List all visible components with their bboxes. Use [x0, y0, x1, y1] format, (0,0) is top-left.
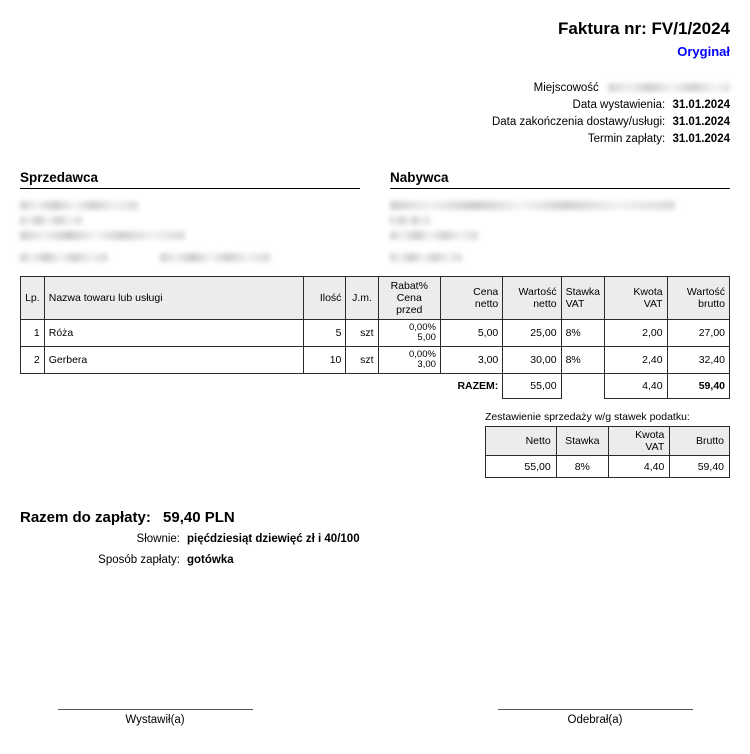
- issue-date-value: 31.01.2024: [672, 99, 730, 111]
- items-total-row: [21, 374, 730, 399]
- payment-method-label: Sposób zapłaty:: [98, 554, 180, 566]
- seller-details-redacted: [20, 200, 360, 258]
- delivery-date-value: 31.01.2024: [672, 116, 730, 128]
- col-header-unit: J.m.: [346, 277, 378, 320]
- amount-due-value: 59,40 PLN: [163, 509, 235, 526]
- col-header-net-line2: netto: [533, 298, 557, 310]
- table-row: [21, 347, 730, 374]
- table-row: [21, 320, 730, 347]
- buyer-line: [390, 215, 730, 226]
- signature-issuer: [20, 709, 290, 726]
- due-date-label: Termin zapłaty:: [587, 133, 666, 145]
- col-header-gross-line2: brutto: [698, 298, 725, 310]
- seller-line: [20, 252, 360, 263]
- document-copy-type: Oryginał: [677, 44, 730, 59]
- cell-name: Róża: [44, 320, 303, 347]
- amount-in-words-value: pięćdziesiąt dziewięć zł i 40/100: [187, 533, 360, 545]
- amount-in-words-label: Słownie:: [136, 533, 180, 545]
- col-header-vat-line1: Kwota: [633, 286, 663, 298]
- total-value-gross: 59,40: [667, 374, 729, 399]
- cell-discount: [378, 347, 440, 374]
- title-block: [0, 0, 750, 62]
- col-header-vat-line2: VAT: [643, 298, 663, 310]
- vat-table-header-row: [486, 427, 730, 456]
- cell-lp: 1: [21, 320, 45, 347]
- col-header-value-gross: [667, 277, 729, 320]
- vat-cell-netto: 55,00: [486, 456, 557, 478]
- signature-receiver: [460, 709, 730, 726]
- buyer-block: [390, 170, 730, 258]
- col-header-qty: Ilość: [304, 277, 346, 320]
- meta-row-delivery-date: [0, 114, 730, 131]
- col-header-price-line2: netto: [474, 298, 499, 310]
- cell-price-net: 5,00: [440, 320, 502, 347]
- amount-in-words-row: [20, 530, 730, 549]
- col-header-lp: Lp.: [21, 277, 45, 320]
- col-header-discount-line1: Rabat%: [390, 280, 428, 292]
- col-header-name: Nazwa towaru lub usługi: [44, 277, 303, 320]
- cell-name: Gerbera: [44, 347, 303, 374]
- due-date-value: 31.01.2024: [672, 133, 730, 145]
- buyer-line: [390, 200, 730, 211]
- col-header-rate-line1: Stawka: [565, 286, 601, 298]
- parties-section: [0, 170, 750, 258]
- seller-block: [20, 170, 360, 258]
- vat-cell-brutto: 59,40: [670, 456, 730, 478]
- buyer-line: [390, 252, 730, 263]
- amount-due-label: Razem do zapłaty:: [20, 509, 151, 526]
- buyer-heading: Nabywca: [390, 170, 730, 189]
- invoice-meta: [0, 80, 750, 148]
- meta-row-issue-date: [0, 97, 730, 114]
- col-header-value-net: [503, 277, 561, 320]
- items-table: [20, 276, 730, 399]
- delivery-date-label: Data zakończenia dostawy/usługi:: [491, 116, 666, 128]
- cell-qty: 10: [304, 347, 346, 374]
- total-vat-amount: 4,40: [605, 374, 667, 399]
- col-header-vat-rate: [561, 277, 605, 320]
- cell-price-before: 3,00: [417, 359, 436, 370]
- col-header-gross-line1: Wartość: [686, 286, 725, 298]
- col-header-net-line1: Wartość: [518, 286, 557, 298]
- signature-line-receiver: [498, 709, 693, 710]
- buyer-details-redacted: [390, 200, 730, 258]
- cell-vat-rate: 8%: [561, 320, 605, 347]
- vat-col-header-netto: Netto: [486, 427, 557, 456]
- payment-method-row: [20, 551, 730, 570]
- issue-date-label: Data wystawienia:: [572, 99, 666, 111]
- cell-unit: szt: [346, 320, 378, 347]
- total-value-net: 55,00: [503, 374, 561, 399]
- meta-row-city: [0, 80, 730, 97]
- vat-cell-kwota: 4,40: [608, 456, 669, 478]
- cell-value-gross: 32,40: [667, 347, 729, 374]
- vat-col-header-kwota: Kwota VAT: [608, 427, 669, 456]
- city-value-redacted: [608, 83, 730, 92]
- cell-value-net: 25,00: [503, 320, 561, 347]
- amount-due-row: [20, 508, 730, 528]
- cell-discount-pct: 0,00%: [408, 322, 436, 333]
- seller-line: [20, 215, 360, 226]
- cell-vat-rate: 8%: [561, 347, 605, 374]
- signature-label-receiver: Odebrał(a): [567, 714, 623, 726]
- cell-qty: 5: [304, 320, 346, 347]
- cell-value-gross: 27,00: [667, 320, 729, 347]
- buyer-line: [390, 230, 730, 241]
- vat-col-header-brutto: Brutto: [670, 427, 730, 456]
- seller-line: [20, 200, 360, 211]
- vat-cell-stawka: 8%: [556, 456, 608, 478]
- cell-discount: [378, 320, 440, 347]
- cell-vat-amount: 2,00: [605, 320, 667, 347]
- cell-price-before: 5,00: [417, 332, 436, 343]
- cell-vat-amount: 2,40: [605, 347, 667, 374]
- col-header-rate-line2: VAT: [565, 298, 585, 310]
- payment-summary: [0, 508, 750, 570]
- cell-value-net: 30,00: [503, 347, 561, 374]
- col-header-price-line1: Cena: [473, 286, 499, 298]
- vat-summary-table: [485, 426, 730, 478]
- seller-heading: Sprzedawca: [20, 170, 360, 189]
- signatures-section: [20, 709, 730, 726]
- vat-table-row: [486, 456, 730, 478]
- vat-summary-section: [0, 411, 750, 478]
- vat-summary-caption: Zestawienie sprzedaży w/g stawek podatku:: [485, 411, 690, 423]
- col-header-discount-line2: Cena przed: [396, 292, 423, 316]
- cell-price-net: 3,00: [440, 347, 502, 374]
- col-header-price-net: [440, 277, 502, 320]
- city-label: Miejscowość: [533, 82, 599, 94]
- items-table-wrap: [0, 276, 750, 399]
- cell-unit: szt: [346, 347, 378, 374]
- cell-discount-pct: 0,00%: [408, 349, 436, 360]
- total-label: RAZEM:: [457, 380, 499, 393]
- cell-lp: 2: [21, 347, 45, 374]
- page-title: Faktura nr: FV/1/2024: [558, 19, 730, 38]
- meta-row-due-date: [0, 131, 730, 148]
- items-table-header-row: [21, 277, 730, 320]
- col-header-vat-amount: [605, 277, 667, 320]
- seller-line: [20, 230, 360, 241]
- signature-label-issuer: Wystawił(a): [125, 714, 185, 726]
- col-header-discount: [378, 277, 440, 320]
- payment-method-value: gotówka: [187, 554, 234, 566]
- signature-line-issuer: [58, 709, 253, 710]
- vat-col-header-stawka: Stawka: [556, 427, 608, 456]
